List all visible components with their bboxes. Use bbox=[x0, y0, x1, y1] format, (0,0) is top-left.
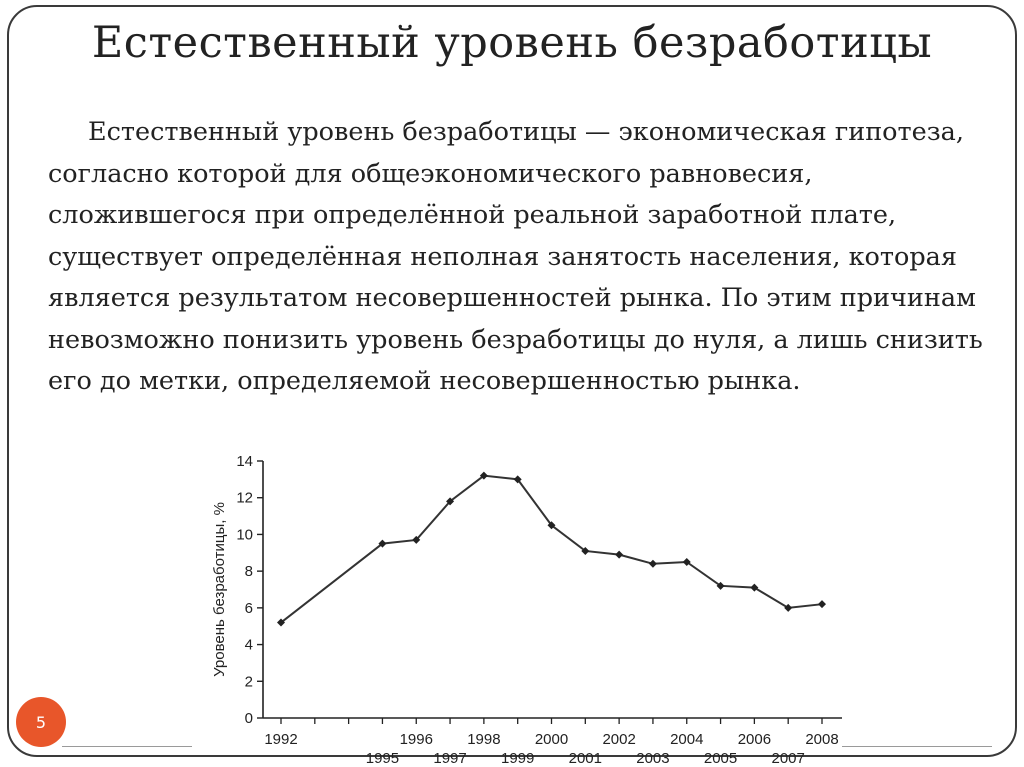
x-tick-label: 1997 bbox=[433, 750, 467, 763]
footer-divider-right bbox=[842, 746, 992, 747]
y-tick-label: 4 bbox=[244, 636, 253, 654]
unemployment-chart bbox=[190, 445, 860, 763]
y-axis-label: Уровень безработицы, % bbox=[211, 502, 228, 677]
x-tick-label: 2006 bbox=[737, 731, 772, 748]
x-tick-label: 1998 bbox=[467, 731, 501, 748]
footer-divider-left bbox=[62, 746, 192, 747]
data-point bbox=[818, 600, 826, 608]
x-tick-label: 2008 bbox=[805, 731, 839, 748]
slide-title: Естественный уровень безработицы bbox=[91, 18, 933, 68]
x-tick-label: 1999 bbox=[501, 750, 535, 763]
series-line bbox=[281, 476, 822, 623]
x-tick-label: 2001 bbox=[568, 750, 602, 763]
x-tick-label: 2004 bbox=[670, 731, 704, 748]
x-tick-label: 2007 bbox=[771, 750, 805, 763]
y-tick-label: 6 bbox=[244, 599, 253, 617]
x-tick-label: 2003 bbox=[636, 750, 670, 763]
y-tick-label: 2 bbox=[244, 673, 253, 691]
y-tick-label: 14 bbox=[236, 453, 253, 470]
y-tick-label: 12 bbox=[236, 489, 253, 507]
x-tick-label: 1992 bbox=[264, 731, 298, 748]
y-tick-label: 0 bbox=[244, 710, 253, 727]
y-tick-label: 8 bbox=[244, 563, 253, 581]
slide-paragraph: Естественный уровень безработицы — экономическая гипотеза, согласно которой для общеэкономического равновесия, сложившегося при определённой реальной заработной плате, существует определённая неполная занятость населения, которая является результатом несовершенностей рынка. По этим причинам невозможно понизить уровень безработицы до нуля, а лишь снизить его до метки, определяемой несовершенностью рынка. bbox=[48, 117, 983, 396]
x-tick-label: 1996 bbox=[399, 731, 433, 748]
slide-number-badge: 5 bbox=[16, 697, 66, 747]
y-tick-label: 10 bbox=[236, 526, 253, 544]
data-point bbox=[649, 560, 657, 568]
x-tick-label: 2005 bbox=[703, 750, 738, 763]
x-tick-label: 2002 bbox=[602, 731, 636, 748]
data-point bbox=[615, 551, 623, 559]
x-tick-label: 1995 bbox=[365, 750, 400, 763]
x-tick-label: 2000 bbox=[534, 731, 569, 748]
